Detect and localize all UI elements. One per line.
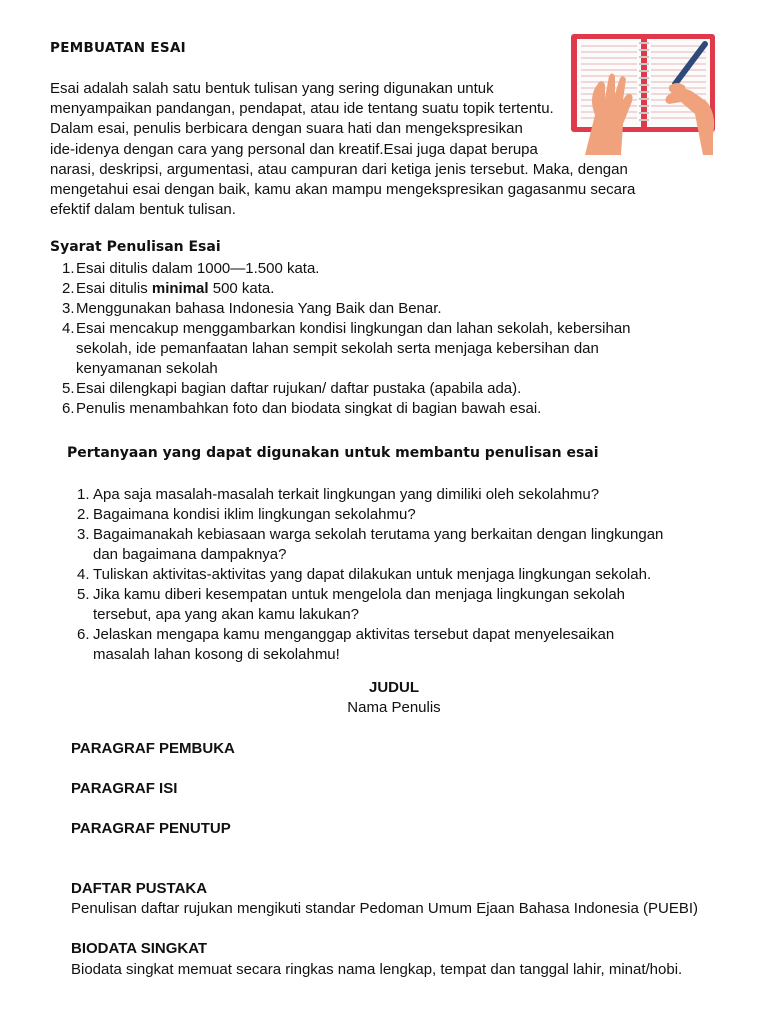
list-number: 1. xyxy=(62,260,75,277)
list-text: Esai mencakup menggambarkan kondisi lingkungan dan lahan sekolah, kebersihan xyxy=(76,320,631,337)
list-item xyxy=(62,299,702,319)
intro-line: mengetahui esai dengan baik, kamu akan mampu mengekspresikan gagasanmu secara xyxy=(50,181,636,199)
syarat-list xyxy=(62,259,702,419)
paragraf-pembuka-label: PARAGRAF PEMBUKA xyxy=(71,740,235,757)
list-item xyxy=(77,625,717,665)
intro-line: ide-idenya dengan cara yang personal dan kreatif.Esai juga dapat berupa xyxy=(50,140,538,158)
list-text: Esai dilengkapi bagian daftar rujukan/ daftar pustaka (apabila ada). xyxy=(76,380,522,397)
judul-label: JUDUL xyxy=(368,679,419,696)
intro-paragraph xyxy=(50,79,690,220)
list-text: Apa saja masalah-masalah terkait lingkungan yang dimiliki oleh sekolahmu? xyxy=(93,486,600,503)
list-text-post: 500 kata. xyxy=(208,280,275,297)
paragraf-isi-label: PARAGRAF ISI xyxy=(71,780,178,797)
list-text-bold: minimal xyxy=(151,280,209,297)
list-number: 6. xyxy=(77,626,90,643)
list-item xyxy=(62,379,702,399)
intro-line: Dalam esai, penulis berbicara dengan suara hati dan mengekspresikan xyxy=(50,120,523,138)
daftar-pustaka-text: Penulisan daftar rujukan mengikuti standar Pedoman Umum Ejaan Bahasa Indonesia (PUEBI) xyxy=(71,900,699,917)
list-text: sekolah, ide pemanfaatan lahan sempit sekolah serta menjaga kebersihan dan xyxy=(76,340,599,357)
list-number: 2. xyxy=(62,280,75,297)
list-number: 3. xyxy=(77,526,90,543)
list-number: 4. xyxy=(62,320,75,337)
list-item xyxy=(62,319,702,379)
list-number: 6. xyxy=(62,400,75,417)
pertanyaan-list xyxy=(77,485,717,665)
page-title: PEMBUATAN ESAI xyxy=(50,40,187,56)
list-text-pre: Esai ditulis xyxy=(76,280,152,297)
list-number: 4. xyxy=(77,566,90,583)
list-item xyxy=(77,525,717,565)
pertanyaan-heading: Pertanyaan yang dapat digunakan untuk membantu penulisan esai xyxy=(67,445,599,461)
list-item xyxy=(62,399,702,419)
list-item xyxy=(62,279,702,299)
list-text: Bagaimanakah kebiasaan warga sekolah terutama yang berkaitan dengan lingkungan xyxy=(93,526,664,543)
list-number: 5. xyxy=(77,586,90,603)
list-item xyxy=(77,565,717,585)
list-text: masalah lahan kosong di sekolahmu! xyxy=(93,646,340,663)
list-text: Bagaimana kondisi iklim lingkungan sekolahmu? xyxy=(93,506,416,523)
list-number: 2. xyxy=(77,506,90,523)
intro-line: efektif dalam bentuk tulisan. xyxy=(50,201,236,219)
list-number: 5. xyxy=(62,380,75,397)
list-text: dan bagaimana dampaknya? xyxy=(93,546,287,563)
list-text: Tuliskan aktivitas-aktivitas yang dapat dilakukan untuk menjaga lingkungan sekolah. xyxy=(93,566,652,583)
list-text: Jelaskan mengapa kamu menganggap aktivitas tersebut dapat menyelesaikan xyxy=(93,626,615,643)
list-item xyxy=(77,585,717,625)
daftar-pustaka-heading: DAFTAR PUSTAKA xyxy=(71,880,208,897)
list-text: kenyamanan sekolah xyxy=(76,360,218,377)
paragraf-penutup-label: PARAGRAF PENUTUP xyxy=(71,820,231,837)
list-text: Jika kamu diberi kesempatan untuk mengelola dan menjaga lingkungan sekolah xyxy=(93,586,626,603)
list-item xyxy=(77,505,717,525)
list-number: 1. xyxy=(77,486,90,503)
list-text: tersebut, apa yang akan kamu lakukan? xyxy=(93,606,360,623)
list-text xyxy=(76,279,702,299)
intro-line: Esai adalah salah satu bentuk tulisan yang sering digunakan untuk xyxy=(50,80,494,97)
nama-penulis-label: Nama Penulis xyxy=(347,699,441,716)
syarat-heading: Syarat Penulisan Esai xyxy=(50,239,221,255)
biodata-text: Biodata singkat memuat secara ringkas nama lengkap, tempat dan tanggal lahir, minat/hobi. xyxy=(71,961,683,978)
list-number: 3. xyxy=(62,300,75,317)
list-text: Penulis menambahkan foto dan biodata singkat di bagian bawah esai. xyxy=(76,400,542,417)
intro-line: menyampaikan pandangan, pendapat, atau ide tentang suatu topik tertentu. xyxy=(50,100,554,118)
intro-line: narasi, deskripsi, argumentasi, atau campuran dari ketiga jenis tersebut. Maka, dengan xyxy=(50,160,628,178)
list-item xyxy=(77,485,717,505)
list-item xyxy=(62,259,702,279)
biodata-heading: BIODATA SINGKAT xyxy=(71,940,208,957)
list-text: Esai ditulis dalam 1000—1.500 kata. xyxy=(76,260,320,277)
list-text: Menggunakan bahasa Indonesia Yang Baik dan Benar. xyxy=(76,300,442,317)
